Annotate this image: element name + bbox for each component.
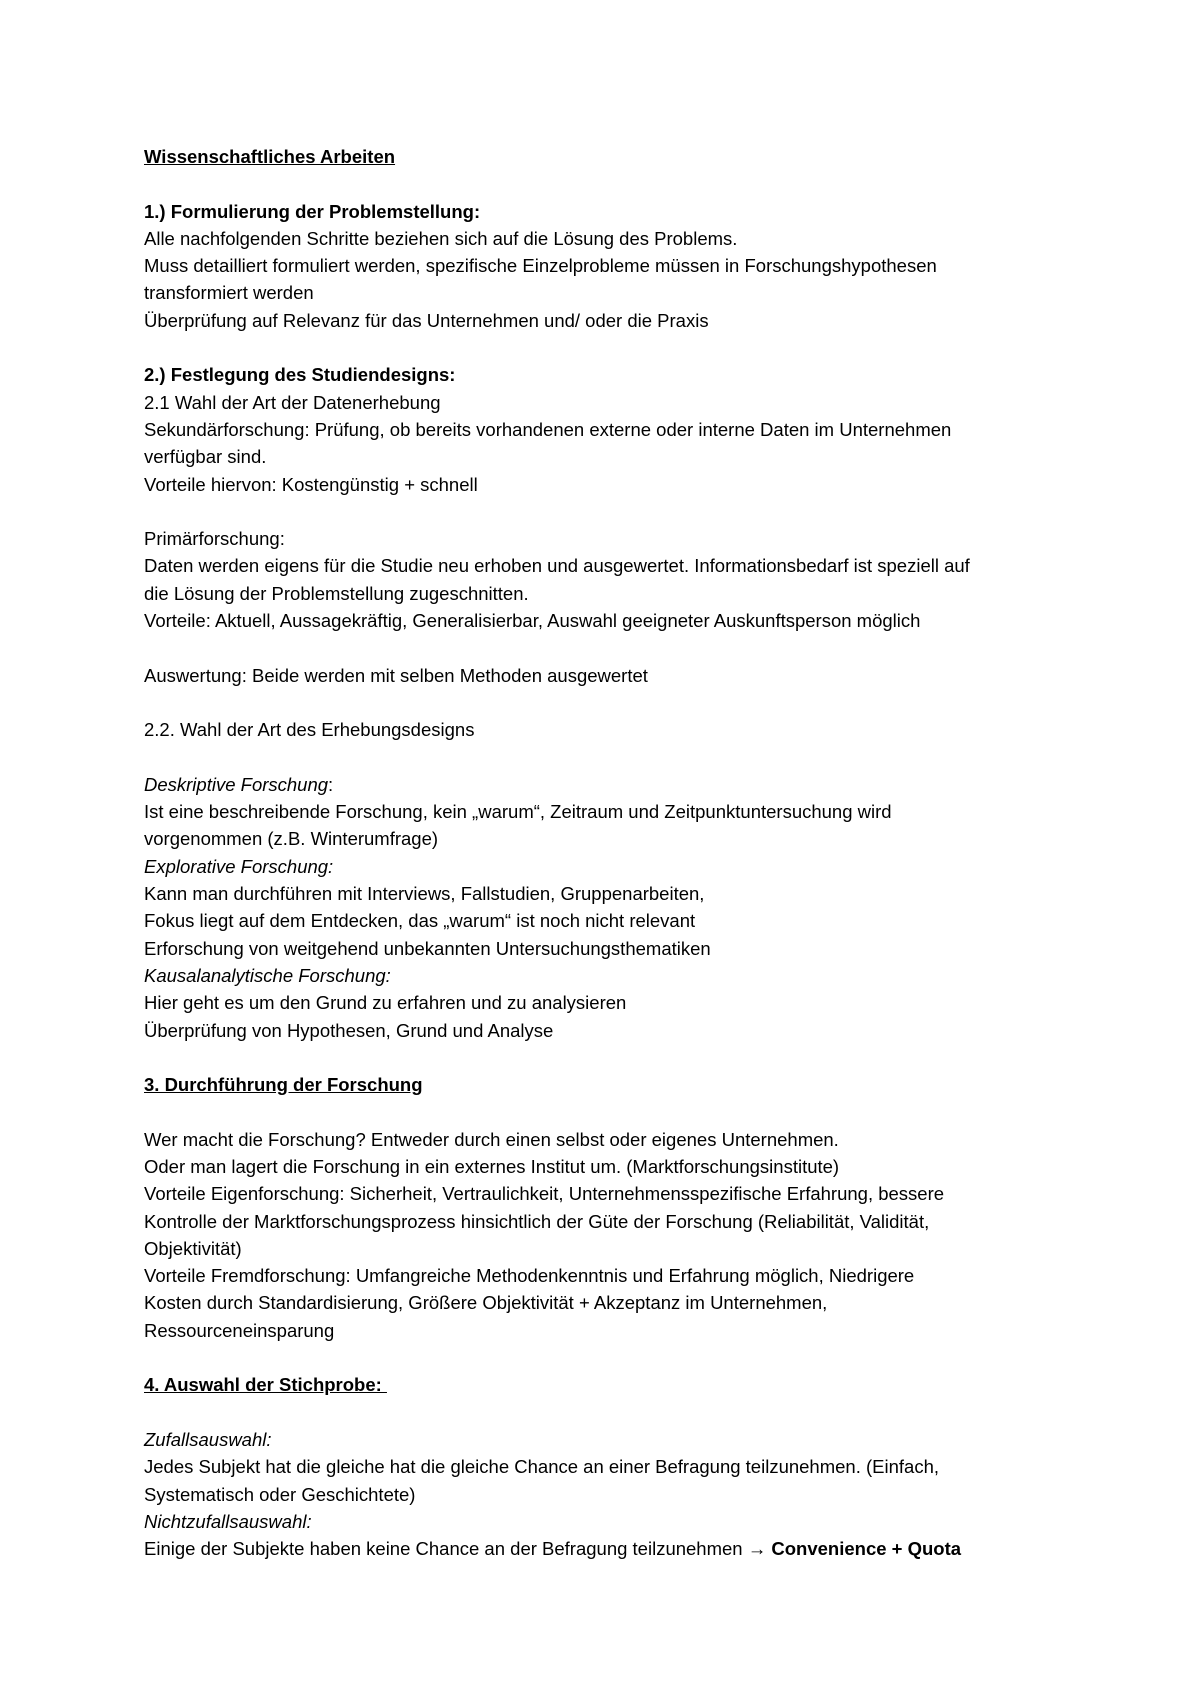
spacer bbox=[144, 1399, 1044, 1426]
paragraph-line: Primärforschung: bbox=[144, 528, 285, 550]
nichtzufall-text: Einige der Subjekte haben keine Chance an der Befragung teilzunehmen bbox=[144, 1538, 748, 1560]
paragraph-line: Vorteile: Aktuell, Aussagekräftig, Generalisierbar, Auswahl geeigneter Auskunftsperson möglich bbox=[144, 610, 921, 632]
paragraph-line: die Lösung der Problemstellung zugeschnitten. bbox=[144, 582, 529, 604]
spacer bbox=[144, 1344, 1044, 1371]
paragraph-line: Kontrolle der Marktforschungsprozess hinsichtlich der Güte der Forschung (Reliabilität, Validität, bbox=[144, 1210, 930, 1232]
spacer bbox=[144, 744, 1044, 771]
spacer bbox=[144, 334, 1044, 361]
spacer bbox=[144, 1098, 1044, 1125]
paragraph-line: Kann man durchführen mit Interviews, Fallstudien, Gruppenarbeiten, bbox=[144, 883, 705, 905]
zufall-label: Zufallsauswahl: bbox=[144, 1428, 272, 1450]
paragraph-line: Wer macht die Forschung? Entweder durch einen selbst oder eigenes Unternehmen. bbox=[144, 1128, 839, 1150]
subsection-2-1-heading: 2.1 Wahl der Art der Datenerhebung bbox=[144, 391, 441, 413]
paragraph-line: Muss detailliert formuliert werden, spezifische Einzelprobleme müssen in Forschungshypothesen bbox=[144, 255, 937, 277]
nichtzufall-line bbox=[144, 1535, 1044, 1562]
spacer bbox=[144, 170, 1044, 197]
paragraph-line: Alle nachfolgenden Schritte beziehen sich auf die Lösung des Problems. bbox=[144, 227, 738, 249]
paragraph-line: Kosten durch Standardisierung, Größere Objektivität + Akzeptanz im Unternehmen, bbox=[144, 1292, 828, 1314]
paragraph-line: Vorteile hiervon: Kostengünstig + schnell bbox=[144, 473, 478, 495]
paragraph-line: Fokus liegt auf dem Entdecken, das „warum“ ist noch nicht relevant bbox=[144, 910, 696, 932]
kausal-label: Kausalanalytische Forschung: bbox=[144, 964, 391, 986]
spacer bbox=[144, 498, 1044, 525]
spacer bbox=[144, 689, 1044, 716]
nichtzufall-bold-text: Convenience + Quota bbox=[766, 1538, 962, 1560]
spacer bbox=[144, 634, 1044, 661]
paragraph-line: Ressourceneinsparung bbox=[144, 1319, 335, 1341]
paragraph-line: Oder man lagert die Forschung in ein externes Institut um. (Marktforschungsinstitute) bbox=[144, 1155, 840, 1177]
paragraph-line: Systematisch oder Geschichtete) bbox=[144, 1483, 416, 1505]
spacer bbox=[144, 1044, 1044, 1071]
paragraph-line: Daten werden eigens für die Studie neu erhoben und ausgewertet. Informationsbedarf ist speziell auf bbox=[144, 555, 970, 577]
paragraph-line: Hier geht es um den Grund zu erfahren und zu analysieren bbox=[144, 992, 627, 1014]
section-1-heading: 1.) Formulierung der Problemstellung: bbox=[144, 200, 481, 222]
paragraph-line: Überprüfung von Hypothesen, Grund und Analyse bbox=[144, 1019, 554, 1041]
paragraph-line: verfügbar sind. bbox=[144, 446, 267, 468]
explorativ-label: Explorative Forschung: bbox=[144, 855, 334, 877]
deskriptiv-colon: : bbox=[328, 773, 334, 795]
paragraph-line: vorgenommen (z.B. Winterumfrage) bbox=[144, 828, 439, 850]
paragraph-line: transformiert werden bbox=[144, 282, 314, 304]
paragraph-line: Vorteile Fremdforschung: Umfangreiche Methodenkenntnis und Erfahrung möglich, Niedrigere bbox=[144, 1265, 915, 1287]
paragraph-line: Ist eine beschreibende Forschung, kein „warum“, Zeitraum und Zeitpunktuntersuchung wird bbox=[144, 801, 892, 823]
deskriptiv-label: Deskriptive Forschung bbox=[144, 773, 329, 795]
paragraph-line: Jedes Subjekt hat die gleiche hat die gleiche Chance an einer Befragung teilzunehmen. (Einfach, bbox=[144, 1456, 939, 1478]
paragraph-line: Objektivität) bbox=[144, 1237, 242, 1259]
section-3-heading: 3. Durchführung der Forschung bbox=[144, 1074, 423, 1096]
section-2-heading: 2.) Festlegung des Studiendesigns: bbox=[144, 364, 456, 386]
paragraph-line: Erforschung von weitgehend unbekannten Untersuchungsthematiken bbox=[144, 937, 711, 959]
section-4-heading: 4. Auswahl der Stichprobe: bbox=[144, 1374, 387, 1396]
paragraph-line: Überprüfung auf Relevanz für das Unternehmen und/ oder die Praxis bbox=[144, 309, 709, 331]
document-page bbox=[144, 143, 1044, 1562]
arrow-right-icon: → bbox=[747, 1538, 767, 1560]
paragraph-line: Sekundärforschung: Prüfung, ob bereits vorhandenen externe oder interne Daten im Unternehmen bbox=[144, 418, 952, 440]
nichtzufall-label: Nichtzufallsauswahl: bbox=[144, 1510, 312, 1532]
subsection-2-2-heading: 2.2. Wahl der Art des Erhebungsdesigns bbox=[144, 719, 475, 741]
paragraph-line: Auswertung: Beide werden mit selben Methoden ausgewertet bbox=[144, 664, 648, 686]
paragraph-line: Vorteile Eigenforschung: Sicherheit, Vertraulichkeit, Unternehmensspezifische Erfahrung, bessere bbox=[144, 1183, 945, 1205]
deskriptiv-label-line bbox=[144, 771, 1044, 798]
document-title: Wissenschaftliches Arbeiten bbox=[144, 146, 396, 167]
